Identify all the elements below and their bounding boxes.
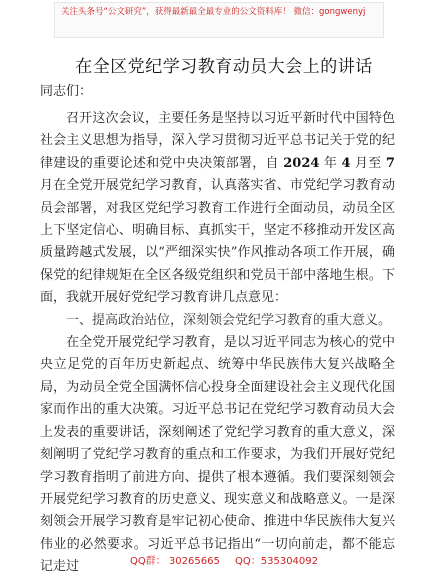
qq-group-text: QQ群： 30265665 (129, 556, 220, 567)
promo-banner (54, 2, 384, 38)
promo-banner-text: 关注头条号“公文研究”，获得最新最全最专业的公文资料库！ 微信：gongwenyj (61, 7, 366, 17)
month-start-value: 4 (341, 155, 351, 171)
contact-footer (0, 552, 448, 567)
qq-text: QQ：535304092 (235, 556, 319, 567)
year-value: 2024 (283, 155, 320, 171)
salutation: 同志们： (40, 84, 93, 99)
document-title: 在全区党纪学习教育动员大会上的讲话 (75, 57, 373, 77)
paragraph-intro-text-b: 年 (323, 155, 338, 171)
section-heading-1: 一、提高政治站位，深刻领会党纪学习教育的重大意义。 (66, 312, 392, 328)
paragraph-intro-text-c: 月至 (354, 155, 382, 171)
paragraph-section-1: 在全党开展党纪学习教育，是以习近平同志为核心的党中央立足党的百年历史新起点、统筹中华民族伟大复兴战略全局，为动员全党全国满怀信心投身全面建设社会主义现代化国家而作出的重大决策。习近平总书记在党纪学习教育动员大会上发表的重要讲话，深刻阐述了党纪学习教育的重大意义，深刻阐明了党纪学习教育的重点和工作要求，为我们开展好党纪学习教育指明了前进方向、提供了根本遵循。我们要深刻领会开展党纪学习教育的历史意义、现实意义和战略意义。一是深刻领会开展学习教育是牢记初心使命、推进中华民族伟大复兴伟业的必然要求。习近平总书记指出“一切向前走，都不能忘记走过 (40, 335, 395, 575)
paragraph-intro-text-a: 召开这次会议，主要任务是坚持以习近平新时代中国特色社会主义思想为指导，深入学习贯彻习近平总书记关于党的纪律建设的重要论述和党中央决策部署，自 (40, 111, 395, 171)
paragraph-intro (40, 108, 395, 310)
paragraph-intro-text-d: 月在全党开展党纪学习教育，认真落实省、市党纪学习教育动员会部署，对我区党纪学习教育工作进行全面动员，动员全区上下坚定信心、明确目标、真抓实干，坚定不移推动开发区高质量跨越式发展，以“严细深实快”作风推动各项工作开展，确保党的纪律规矩在全区各级党组织和党员干部中落地生根。下面，我就开展好党纪学习教育讲几点意见： (40, 178, 395, 306)
month-end-value: 7 (385, 155, 395, 171)
